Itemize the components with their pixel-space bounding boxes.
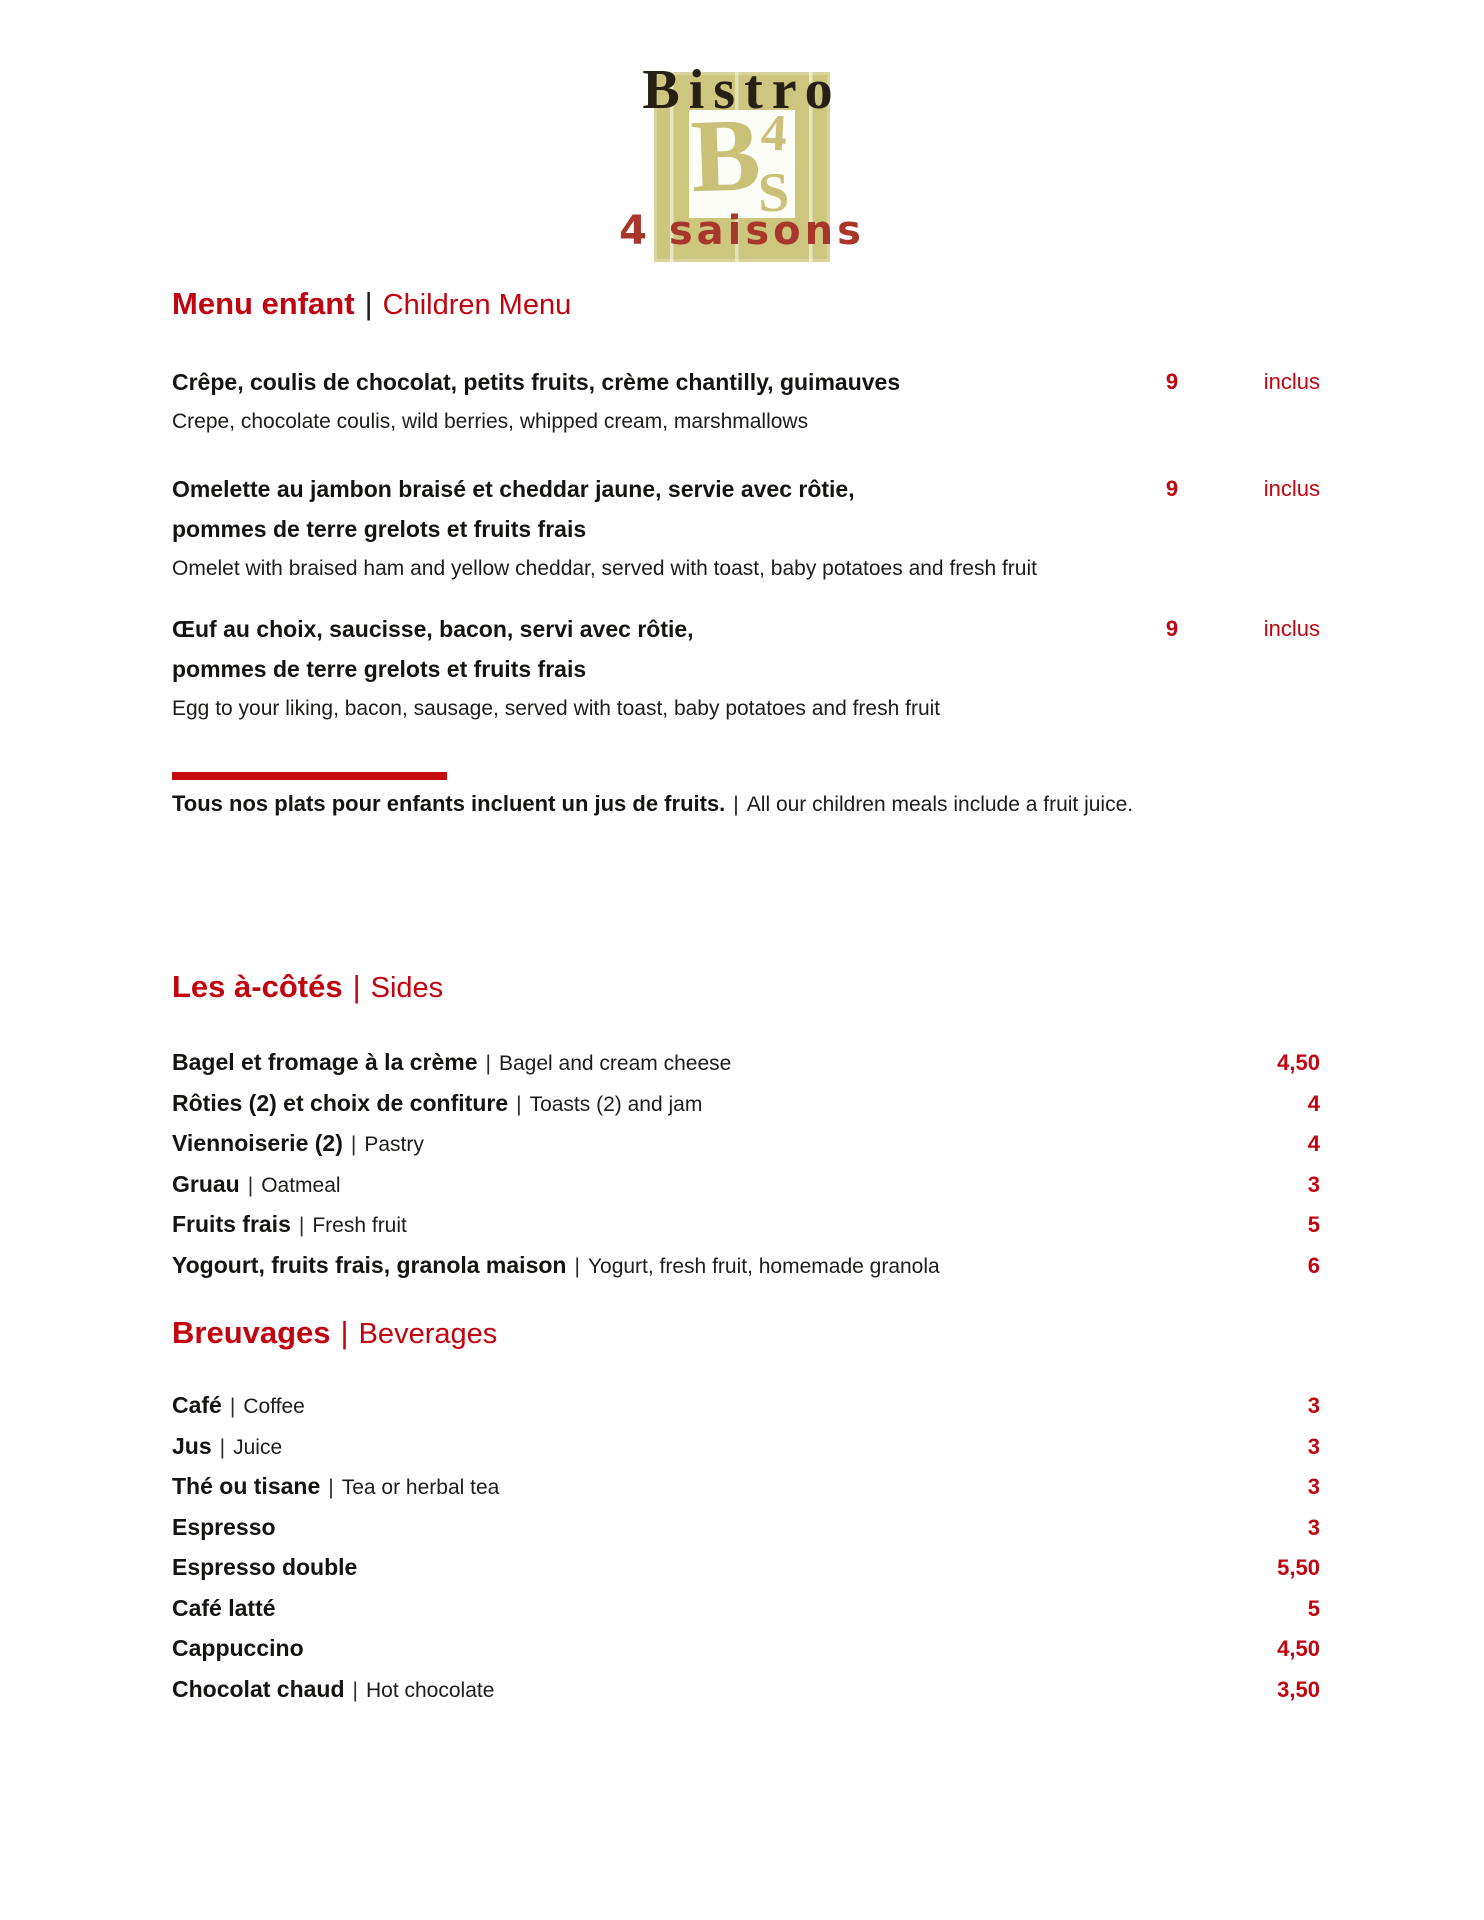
item-name-fr: Fruits frais [172, 1211, 291, 1237]
section-heading-beverages [172, 1314, 1320, 1357]
heading-sides-en: Sides [370, 972, 444, 1004]
sides-list [172, 1044, 1320, 1287]
list-item-bagel [172, 1044, 1320, 1085]
menu-item-title-fr: Crêpe, coulis de chocolat, petits fruits, crème chantilly, guimauves [172, 369, 901, 395]
menu-item-text [172, 362, 1117, 442]
menu-item-included-label: inclus [1263, 616, 1320, 641]
menu-item-omelette [172, 469, 1320, 589]
item-name-fr: Café latté [172, 1594, 276, 1621]
item-name-fr: Thé ou tisane [172, 1473, 321, 1499]
red-divider-line [172, 772, 447, 780]
logo-monogram-4: 4 [759, 104, 789, 163]
item-name-en: Pastry [364, 1133, 424, 1156]
list-item-cappuccino [172, 1630, 1320, 1671]
logo-bistro-text: Bistro [642, 59, 842, 121]
list-item-text [172, 1247, 1308, 1288]
list-item-yogourt [172, 1247, 1320, 1288]
item-price: 4,50 [1277, 1636, 1320, 1661]
menu-item-crepe [172, 362, 1320, 442]
list-item-text [172, 1085, 1308, 1126]
item-separator: | [328, 1476, 334, 1499]
item-price: 3 [1307, 1514, 1320, 1540]
item-name-fr: Viennoiserie (2) [172, 1130, 343, 1156]
item-price: 4 [1307, 1090, 1320, 1116]
item-name-fr: Café [172, 1392, 222, 1418]
item-separator: | [352, 1678, 358, 1702]
menu-item-price: 9 [1165, 369, 1179, 394]
item-name-en: Toasts (2) and jam [529, 1092, 703, 1116]
item-name-fr: Rôties (2) et choix de confiture [172, 1089, 509, 1116]
item-price: 3,50 [1277, 1676, 1320, 1702]
list-item-text [172, 1630, 1277, 1671]
list-item-chocolat-chaud [172, 1671, 1320, 1712]
menu-item-desc-en: Crepe, chocolate coulis, wild berries, whipped cream, marshmallows [172, 410, 809, 433]
item-separator: | [574, 1254, 580, 1278]
logo-saisons-text: 4 saisons [619, 208, 865, 254]
list-item-text [172, 1468, 1308, 1509]
menu-item-oeuf [172, 609, 1320, 729]
list-item-jus [172, 1428, 1320, 1469]
menu-item-title-fr: Omelette au jambon braisé et cheddar jaune, servie avec rôtie, [172, 476, 855, 502]
heading-beverages-fr: Breuvages [172, 1315, 331, 1350]
list-item-text [172, 1387, 1308, 1428]
item-name-en: Hot chocolate [365, 1678, 495, 1702]
list-item-fruits-frais [172, 1206, 1320, 1247]
list-item-roties [172, 1085, 1320, 1126]
list-item-text [172, 1206, 1308, 1247]
item-name-fr: Bagel et fromage à la crème [172, 1049, 478, 1075]
item-price: 4,50 [1277, 1050, 1320, 1075]
heading-sides-fr: Les à-côtés [172, 969, 343, 1004]
item-name-fr: Espresso [172, 1513, 276, 1540]
item-separator: | [247, 1173, 254, 1197]
item-name-en: Tea or herbal tea [341, 1476, 500, 1499]
item-name-fr: Chocolat chaud [172, 1675, 345, 1702]
list-item-cafe-latte [172, 1590, 1320, 1631]
menu-item-title-fr: Œuf au choix, saucisse, bacon, servi avec rôtie, [172, 616, 694, 642]
item-name-fr: Yogourt, fruits frais, granola maison [172, 1251, 567, 1278]
footnote-fr: Tous nos plats pour enfants incluent un jus de fruits. [172, 791, 726, 816]
list-item-text [172, 1044, 1277, 1085]
item-separator: | [485, 1052, 491, 1075]
item-price: 3 [1307, 1474, 1320, 1499]
item-name-en: Bagel and cream cheese [499, 1052, 732, 1075]
list-item-text [172, 1590, 1308, 1631]
list-item-text [172, 1125, 1308, 1166]
item-separator: | [350, 1133, 357, 1156]
menu-item-included-label: inclus [1263, 476, 1320, 501]
children-footnote [172, 784, 1320, 827]
list-item-text [172, 1509, 1308, 1550]
item-name-fr: Espresso double [172, 1554, 358, 1580]
item-separator: | [298, 1214, 305, 1237]
list-item-espresso [172, 1509, 1320, 1550]
item-price: 5 [1307, 1595, 1320, 1621]
logo-monogram-s: S [756, 161, 791, 225]
item-price: 3 [1307, 1393, 1320, 1418]
list-item-viennoiserie [172, 1125, 1320, 1166]
heading-sides-separator: | [352, 969, 361, 1004]
heading-beverages-separator: | [340, 1315, 349, 1350]
list-item-text [172, 1671, 1277, 1712]
list-item-espresso-double [172, 1549, 1320, 1590]
menu-item-title-fr-line2: pommes de terre grelots et fruits frais [172, 656, 587, 682]
restaurant-logo [542, 58, 942, 273]
item-separator: | [229, 1395, 236, 1418]
logo-monogram-b: B [688, 96, 763, 215]
list-item-gruau [172, 1166, 1320, 1207]
menu-item-price: 9 [1165, 476, 1179, 501]
item-price: 5,50 [1277, 1555, 1320, 1580]
footnote-separator: | [733, 793, 739, 816]
menu-item-desc-en: Omelet with braised ham and yellow cheddar, served with toast, baby potatoes and fresh fruit [172, 557, 1037, 580]
list-item-the [172, 1468, 1320, 1509]
list-item-cafe [172, 1387, 1320, 1428]
list-item-text [172, 1428, 1308, 1469]
item-name-fr: Gruau [172, 1170, 240, 1197]
section-heading-children [172, 285, 1320, 328]
menu-item-title-fr-line2: pommes de terre grelots et fruits frais [172, 516, 587, 542]
item-price: 5 [1307, 1212, 1320, 1237]
item-price: 3 [1307, 1171, 1320, 1197]
item-name-en: Yogurt, fresh fruit, homemade granola [587, 1254, 940, 1278]
item-separator: | [516, 1092, 522, 1116]
list-item-text [172, 1549, 1277, 1590]
item-name-fr: Jus [172, 1432, 212, 1459]
item-price: 6 [1307, 1252, 1320, 1278]
footnote-en: All our children meals include a fruit juice. [746, 793, 1134, 816]
logo-monogram [688, 96, 795, 225]
section-heading-sides [172, 968, 1320, 1011]
menu-item-price: 9 [1165, 616, 1179, 641]
list-item-text [172, 1166, 1308, 1207]
item-name-en: Coffee [243, 1395, 305, 1418]
beverages-list [172, 1387, 1320, 1711]
item-price: 4 [1307, 1131, 1320, 1156]
menu-item-desc-en: Egg to your liking, bacon, sausage, served with toast, baby potatoes and fresh fruit [172, 697, 941, 720]
heading-beverages-en: Beverages [358, 1318, 498, 1350]
item-name-en: Fresh fruit [312, 1214, 407, 1237]
menu-item-text [172, 609, 1117, 729]
menu-item-included-label: inclus [1263, 369, 1320, 394]
heading-children-separator: | [364, 286, 373, 321]
item-name-en: Juice [233, 1435, 283, 1459]
item-price: 3 [1307, 1433, 1320, 1459]
item-name-fr: Cappuccino [172, 1635, 304, 1661]
heading-children-en: Children Menu [382, 289, 572, 321]
item-separator: | [219, 1435, 226, 1459]
item-name-en: Oatmeal [261, 1173, 341, 1197]
menu-item-text [172, 469, 1117, 589]
heading-children-fr: Menu enfant [172, 286, 355, 321]
